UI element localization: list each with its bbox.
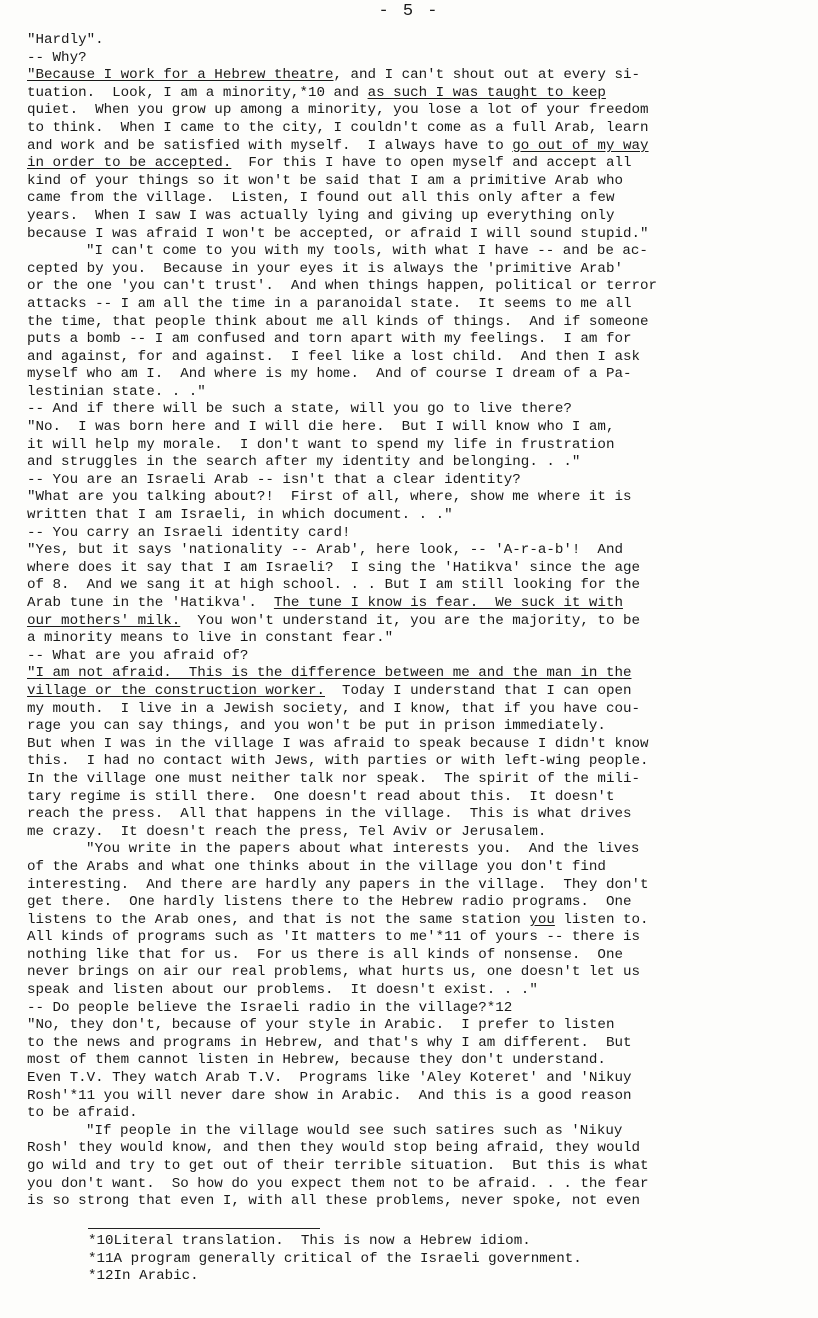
- text-line: [27, 1123, 799, 1141]
- text-segment: to think. When I came to the city, I couldn't come as a full Arab, learn: [27, 119, 649, 136]
- text-line: [27, 401, 799, 419]
- text-line: [27, 630, 799, 648]
- text-segment: -- What are you afraid of?: [27, 647, 249, 664]
- text-line: [27, 366, 799, 384]
- text-line: [27, 50, 799, 68]
- text-line: [27, 208, 799, 226]
- text-segment: this. I had no contact with Jews, with parties or with left-wing people.: [27, 753, 649, 770]
- text-segment: go wild and try to get out of their terrible situation. But this is what: [27, 1158, 649, 1174]
- text-line: [27, 1088, 799, 1106]
- text-segment: In the village one must neither talk nor speak. The spirit of the mili-: [27, 770, 640, 787]
- footnote: *12In Arabic.: [88, 1268, 199, 1285]
- text-segment: Rosh' they would know, and then they would stop being afraid, they would: [27, 1140, 640, 1157]
- text-line: [27, 243, 799, 261]
- text-line: [27, 771, 799, 789]
- text-segment: written that I am Israeli, in which document. . .": [27, 507, 453, 524]
- text-segment: and work and be satisfied with myself. I always have to: [27, 137, 513, 154]
- text-line: [27, 120, 799, 138]
- text-line: [27, 1158, 799, 1176]
- text-segment: years. When I saw I was actually lying and giving up everything only: [27, 207, 615, 224]
- text-line: [27, 507, 799, 525]
- text-line: [27, 753, 799, 771]
- underlined-text: you: [529, 911, 555, 928]
- underlined-text: The tune I know is fear. We suck it with: [273, 595, 623, 611]
- text-segment: quiet. When you grow up among a minority, you lose a lot of your freedom: [27, 102, 649, 119]
- text-line: [27, 613, 799, 631]
- text-segment: because I was afraid I won't be accepted, or afraid I will sound stupid.": [27, 225, 649, 242]
- text-segment: Arab tune in the 'Hatikva'.: [27, 595, 274, 611]
- text-segment: You won't understand it, you are the majority, to be: [180, 612, 640, 629]
- text-segment: cepted by you. Because in your eyes it is always the 'primitive Arab': [27, 260, 623, 277]
- text-line: [27, 173, 799, 191]
- underlined-text: in order to be accepted.: [27, 155, 232, 172]
- text-segment: a minority means to live in constant fear.": [27, 630, 394, 647]
- text-segment: kind of your things so it won't be said that I am a primitive Arab who: [27, 172, 623, 189]
- text-segment: "What are you talking about?! First of all, where, show me where it is: [27, 489, 632, 506]
- text-line: [27, 648, 799, 666]
- text-line: [27, 1105, 799, 1123]
- text-segment: listens to the Arab ones, and that is not the same station: [27, 911, 530, 928]
- text-segment: Rosh'*11 you will never dare show in Arabic. And this is a good reason: [27, 1087, 632, 1104]
- text-segment: "Hardly".: [27, 32, 104, 48]
- underlined-text: go out of my way: [512, 137, 649, 154]
- text-line: [27, 226, 799, 244]
- text-segment: get there. One hardly listens there to the Hebrew radio programs. One: [27, 894, 632, 911]
- text-segment: me crazy. It doesn't reach the press, Tel Aviv or Jerusalem.: [27, 823, 547, 840]
- text-line: [27, 542, 799, 560]
- text-segment: -- You are an Israeli Arab -- isn't that a clear identity?: [27, 471, 521, 488]
- text-line: [27, 1035, 799, 1053]
- text-segment: Today I understand that I can open: [325, 682, 632, 699]
- text-segment: tary regime is still there. One doesn't read about this. It doesn't: [27, 788, 615, 805]
- text-line: [27, 190, 799, 208]
- text-segment: of the Arabs and what one thinks about in the village you don't find: [27, 858, 606, 875]
- text-line: [27, 1193, 799, 1211]
- text-segment: and struggles in the search after my identity and belonging. . .": [27, 454, 581, 471]
- text-segment: "You write in the papers about what interests you. And the lives: [86, 841, 640, 858]
- text-segment: Even T.V. They watch Arab T.V. Programs like 'Aley Koteret' and 'Nikuy: [27, 1070, 632, 1087]
- underlined-text: our mothers' milk.: [27, 612, 181, 629]
- text-line: [27, 912, 799, 930]
- underlined-text: "I am not afraid. This is the difference between me and the man in the: [27, 665, 632, 682]
- underlined-text: village or the construction worker.: [27, 682, 325, 699]
- text-segment: -- And if there will be such a state, will you go to live there?: [27, 401, 572, 418]
- text-line: [27, 331, 799, 349]
- text-segment: where does it say that I am Israeli? I sing the 'Hatikva' since the age: [27, 559, 640, 576]
- text-segment: For this I have to open myself and accept all: [231, 155, 632, 172]
- text-line: [27, 1017, 799, 1035]
- text-segment: and against, for and against. I feel like a lost child. And then I ask: [27, 348, 640, 365]
- text-segment: is so strong that even I, with all these problems, never spoke, not even: [27, 1193, 640, 1210]
- text-line: [27, 877, 799, 895]
- text-line: [27, 67, 799, 85]
- page-number: - 5 -: [378, 2, 440, 21]
- text-segment: nothing like that for us. For us there is all kinds of nonsense. One: [27, 946, 623, 963]
- text-line: [27, 1176, 799, 1194]
- text-line: [27, 736, 799, 754]
- text-segment: myself who am I. And where is my home. And of course I dream of a Pa-: [27, 366, 632, 383]
- text-segment: But when I was in the village I was afraid to speak because I didn't know: [27, 735, 649, 752]
- text-line: [27, 665, 799, 683]
- text-line: [27, 85, 799, 103]
- text-line: [27, 384, 799, 402]
- text-segment: came from the village. Listen, I found out all this only after a few: [27, 190, 615, 207]
- text-line: [27, 683, 799, 701]
- text-line: [27, 859, 799, 877]
- text-segment: rage you can say things, and you won't be put in prison immediately.: [27, 718, 606, 735]
- text-line: [27, 982, 799, 1000]
- text-line: [27, 155, 799, 173]
- text-segment: it will help my morale. I don't want to spend my life in frustration: [27, 436, 615, 453]
- text-line: [27, 701, 799, 719]
- text-segment: or the one 'you can't trust'. And when things happen, political or terror: [27, 278, 658, 295]
- text-segment: "I can't come to you with my tools, with what I have -- and be ac-: [86, 243, 648, 260]
- text-segment: the time, that people think about me all kinds of things. And if someone: [27, 313, 649, 330]
- text-line: [27, 806, 799, 824]
- text-segment: "Yes, but it says 'nationality -- Arab', here look, -- 'A-r-a-b'! And: [27, 542, 623, 559]
- text-line: [27, 314, 799, 332]
- text-line: [27, 964, 799, 982]
- text-line: [27, 1070, 799, 1088]
- text-line: [27, 1052, 799, 1070]
- footnote: *10Literal translation. This is now a Hebrew idiom.: [88, 1233, 531, 1249]
- text-line: [27, 824, 799, 842]
- text-segment: -- Do people believe the Israeli radio in the village?*12: [27, 999, 513, 1016]
- text-line: [27, 560, 799, 578]
- text-segment: "No, they don't, because of your style in Arabic. I prefer to listen: [27, 1017, 615, 1034]
- text-line: [27, 894, 799, 912]
- text-segment: speak and listen about our problems. It doesn't exist. . .": [27, 982, 538, 999]
- text-segment: interesting. And there are hardly any papers in the village. They don't: [27, 876, 649, 893]
- text-line: [27, 437, 799, 455]
- text-segment: my mouth. I live in a Jewish society, and I know, that if you have cou-: [27, 700, 640, 717]
- text-line: [27, 138, 799, 156]
- text-line: [27, 278, 799, 296]
- text-segment: lestinian state. . .": [27, 383, 206, 400]
- text-line: [27, 947, 799, 965]
- text-line: [27, 929, 799, 947]
- text-segment: you don't want. So how do you expect them not to be afraid. . . the fear: [27, 1175, 649, 1192]
- text-line: [27, 718, 799, 736]
- text-segment: to be afraid.: [27, 1105, 138, 1122]
- text-segment: attacks -- I am all the time in a paranoidal state. It seems to me all: [27, 295, 632, 312]
- document-body: [27, 32, 799, 1211]
- text-segment: -- You carry an Israeli identity card!: [27, 524, 351, 541]
- text-line: [27, 489, 799, 507]
- text-line: [27, 296, 799, 314]
- text-segment: never brings on air our real problems, what hurts us, one doesn't let us: [27, 964, 640, 981]
- text-line: [27, 261, 799, 279]
- text-line: [27, 349, 799, 367]
- text-line: [27, 1140, 799, 1158]
- text-line: [27, 789, 799, 807]
- text-line: [27, 102, 799, 120]
- text-line: [27, 595, 799, 613]
- footnote-divider: [88, 1228, 320, 1229]
- text-segment: listen to.: [554, 911, 649, 928]
- text-segment: reach the press. All that happens in the village. This is what drives: [27, 806, 632, 823]
- text-segment: tuation. Look, I am a minority,*10 and: [27, 84, 368, 101]
- text-segment: puts a bomb -- I am confused and torn apart with my feelings. I am for: [27, 331, 632, 348]
- text-segment: All kinds of programs such as 'It matters to me'*11 of yours -- there is: [27, 929, 640, 946]
- underlined-text: "Because I work for a Hebrew theatre: [27, 67, 334, 84]
- text-segment: , and I can't shout out at every si-: [333, 67, 640, 84]
- text-segment: -- Why?: [27, 49, 87, 66]
- text-line: [27, 525, 799, 543]
- text-segment: to the news and programs in Hebrew, and that's why I am different. But: [27, 1034, 632, 1051]
- text-line: [27, 419, 799, 437]
- text-segment: of 8. And we sang it at high school. . . But I am still looking for the: [27, 577, 640, 594]
- footnotes: [88, 1233, 788, 1286]
- underlined-text: as such I was taught to keep: [367, 84, 606, 101]
- footnote: *11A program generally critical of the Israeli government.: [88, 1250, 582, 1267]
- text-segment: "If people in the village would see such satires such as 'Nikuy: [86, 1122, 623, 1139]
- text-segment: most of them cannot listen in Hebrew, because they don't understand.: [27, 1052, 606, 1069]
- text-line: [27, 32, 799, 50]
- text-line: [27, 841, 799, 859]
- text-segment: "No. I was born here and I will die here. But I will know who I am,: [27, 419, 615, 436]
- text-line: [27, 454, 799, 472]
- text-line: [27, 1000, 799, 1018]
- text-line: [27, 472, 799, 490]
- text-line: [27, 577, 799, 595]
